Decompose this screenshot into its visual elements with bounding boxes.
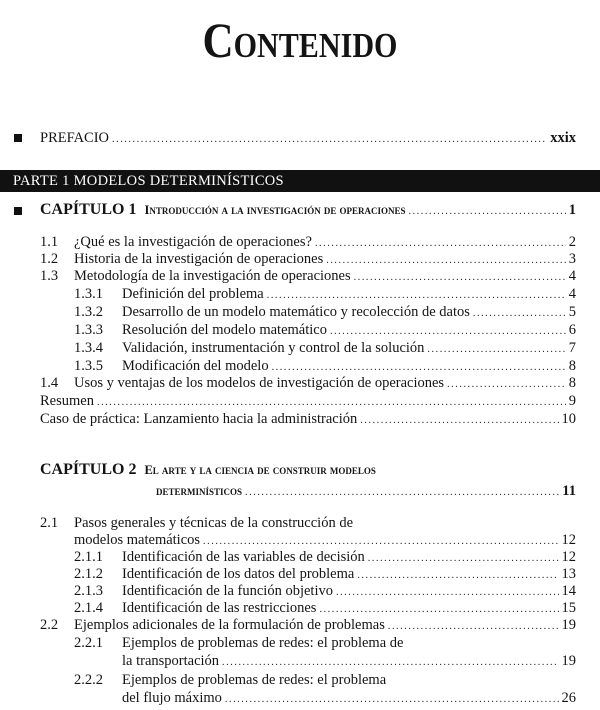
- entry-page: 12: [561, 549, 576, 565]
- entry-text: Modificación del modelo: [122, 358, 269, 374]
- leader-dots: [354, 272, 566, 284]
- chapter-1-page: 1: [568, 202, 576, 218]
- leader-dots: [408, 206, 565, 218]
- leader-dots: [222, 657, 558, 669]
- entry-number: 2.1.2: [74, 566, 103, 582]
- entry-text: Validación, instrumentación y control de la solución: [122, 340, 425, 356]
- leader-dots: [245, 487, 559, 499]
- leader-dots: [203, 536, 558, 548]
- leader-dots: [360, 415, 558, 427]
- entry-text: Ejemplos de problemas de redes: el problema de: [122, 635, 404, 651]
- leader-dots: [225, 694, 559, 706]
- toc-entry[interactable]: [40, 392, 576, 410]
- entry-page: 2: [568, 234, 576, 250]
- toc-chapter-2-line1[interactable]: [40, 461, 576, 479]
- chapter-2-title-line1: El arte y la ciencia de construir modelos: [144, 463, 376, 477]
- entry-text: Identificación de los datos del problema: [122, 566, 355, 582]
- entry-number: 1.4: [40, 375, 59, 391]
- toc-entry[interactable]: [122, 689, 576, 707]
- entry-number: 1.2: [40, 251, 59, 267]
- entry-text: Historia de la investigación de operaciones: [74, 251, 324, 267]
- entry-text: Metodología de la investigación de operaciones: [74, 268, 351, 284]
- toc-entry[interactable]: [40, 233, 576, 251]
- leader-dots: [368, 553, 559, 565]
- leader-dots: [272, 362, 566, 374]
- entry-text: la transportación: [122, 653, 220, 669]
- entry-number: 2.1: [40, 515, 59, 531]
- toc-entry[interactable]: [122, 652, 576, 670]
- page-title: Contenido: [202, 12, 398, 68]
- entry-text: Identificación de las variables de decisión: [122, 549, 365, 565]
- entry-number: 2.1.1: [74, 549, 103, 565]
- toc-entry[interactable]: [74, 671, 576, 689]
- toc-entry[interactable]: [74, 582, 576, 600]
- entry-number: 1.1: [40, 234, 59, 250]
- bullet-icon: [14, 134, 22, 142]
- entry-number: 2.2.2: [74, 672, 103, 688]
- entry-text: Identificación de la función objetivo: [122, 583, 333, 599]
- leader-dots: [326, 255, 566, 267]
- entry-page: 14: [561, 583, 576, 599]
- part-1-header: [0, 170, 600, 192]
- bullet-icon: [14, 207, 22, 215]
- toc-entry[interactable]: [74, 285, 576, 303]
- leader-dots: [330, 326, 566, 338]
- toc-entry[interactable]: [74, 339, 576, 357]
- chapter-1-label: CAPÍTULO 1: [40, 201, 137, 218]
- leader-dots: [427, 344, 565, 356]
- leader-dots: [267, 290, 566, 302]
- entry-number: 2.2: [40, 617, 59, 633]
- leader-dots: [319, 604, 558, 616]
- entry-text: Caso de práctica: Lanzamiento hacia la administración: [40, 411, 358, 427]
- entry-number: 1.3.3: [74, 322, 103, 338]
- toc-entry[interactable]: [74, 565, 576, 583]
- entry-number: 2.1.4: [74, 600, 103, 616]
- entry-page: 8: [568, 358, 576, 374]
- entry-page: 9: [568, 393, 576, 409]
- leader-dots: [97, 397, 566, 409]
- entry-page: 26: [561, 690, 576, 706]
- toc-chapter-2-line2[interactable]: [156, 482, 576, 500]
- entry-page: 13: [561, 566, 576, 582]
- leader-dots: [388, 621, 559, 633]
- entry-page: 5: [568, 304, 576, 320]
- chapter-1-title: Introducción a la investigación de operaciones: [144, 203, 406, 217]
- toc-prefacio[interactable]: [40, 129, 576, 147]
- entry-page: 19: [561, 617, 576, 633]
- toc-prefacio-label: PREFACIO: [40, 130, 110, 146]
- toc-entry[interactable]: [74, 303, 576, 321]
- entry-page: 10: [561, 411, 576, 427]
- chapter-2-title-line2: determinísticos: [156, 484, 243, 498]
- leader-dots: [336, 587, 559, 599]
- entry-text: modelos matemáticos: [74, 532, 201, 548]
- toc-entry[interactable]: [40, 616, 576, 634]
- chapter-2-label: CAPÍTULO 2: [40, 461, 137, 478]
- leader-dots: [315, 238, 566, 250]
- entry-number: 2.1.3: [74, 583, 103, 599]
- entry-number: 1.3.2: [74, 304, 103, 320]
- entry-text: Ejemplos de problemas de redes: el problema: [122, 672, 387, 688]
- entry-page: 3: [568, 251, 576, 267]
- entry-text: del flujo máximo: [122, 690, 222, 706]
- entry-text: Resumen: [40, 393, 94, 409]
- leader-dots: [473, 308, 566, 320]
- entry-page: 8: [568, 375, 576, 391]
- entry-page: 4: [568, 286, 576, 302]
- entry-number: 1.3.5: [74, 358, 103, 374]
- toc-entry[interactable]: [74, 548, 576, 566]
- leader-dots: [357, 570, 558, 582]
- toc-entry[interactable]: [40, 267, 576, 285]
- toc-chapter-1[interactable]: [40, 201, 576, 219]
- entry-text: Identificación de las restricciones: [122, 600, 317, 616]
- toc-entry[interactable]: [74, 634, 576, 652]
- chapter-2-page: 11: [562, 483, 576, 499]
- entry-text: ¿Qué es la investigación de operaciones?: [74, 234, 312, 250]
- toc-entry[interactable]: [40, 410, 576, 428]
- entry-number: 1.3.1: [74, 286, 103, 302]
- toc-entry[interactable]: [40, 250, 576, 268]
- entry-page: 15: [561, 600, 576, 616]
- entry-page: 19: [561, 653, 576, 669]
- entry-text: Desarrollo de un modelo matemático y recolección de datos: [122, 304, 470, 320]
- toc-prefacio-page: xxix: [550, 130, 576, 146]
- leader-dots: [447, 379, 566, 391]
- leader-dots: [112, 134, 547, 146]
- entry-text: Definición del problema: [122, 286, 264, 302]
- entry-text: Resolución del modelo matemático: [122, 322, 327, 338]
- entry-text: Usos y ventajas de los modelos de investigación de operaciones: [74, 375, 445, 391]
- toc-entry[interactable]: [40, 374, 576, 392]
- entry-number: 1.3.4: [74, 340, 103, 356]
- part-1-label: PARTE 1 MODELOS DETERMINÍSTICOS: [13, 173, 284, 189]
- entry-page: 12: [561, 532, 576, 548]
- entry-number: 2.2.1: [74, 635, 103, 651]
- toc-entry[interactable]: [40, 514, 576, 532]
- entry-page: 7: [568, 340, 576, 356]
- entry-page: 4: [568, 268, 576, 284]
- toc-entry[interactable]: [74, 599, 576, 617]
- toc-entry[interactable]: [74, 531, 576, 549]
- entry-number: 1.3: [40, 268, 59, 284]
- entry-text: Ejemplos adicionales de la formulación de problemas: [74, 617, 385, 633]
- toc-entry[interactable]: [74, 357, 576, 375]
- toc-entry[interactable]: [74, 321, 576, 339]
- entry-text: Pasos generales y técnicas de la construcción de: [74, 515, 354, 531]
- entry-page: 6: [568, 322, 576, 338]
